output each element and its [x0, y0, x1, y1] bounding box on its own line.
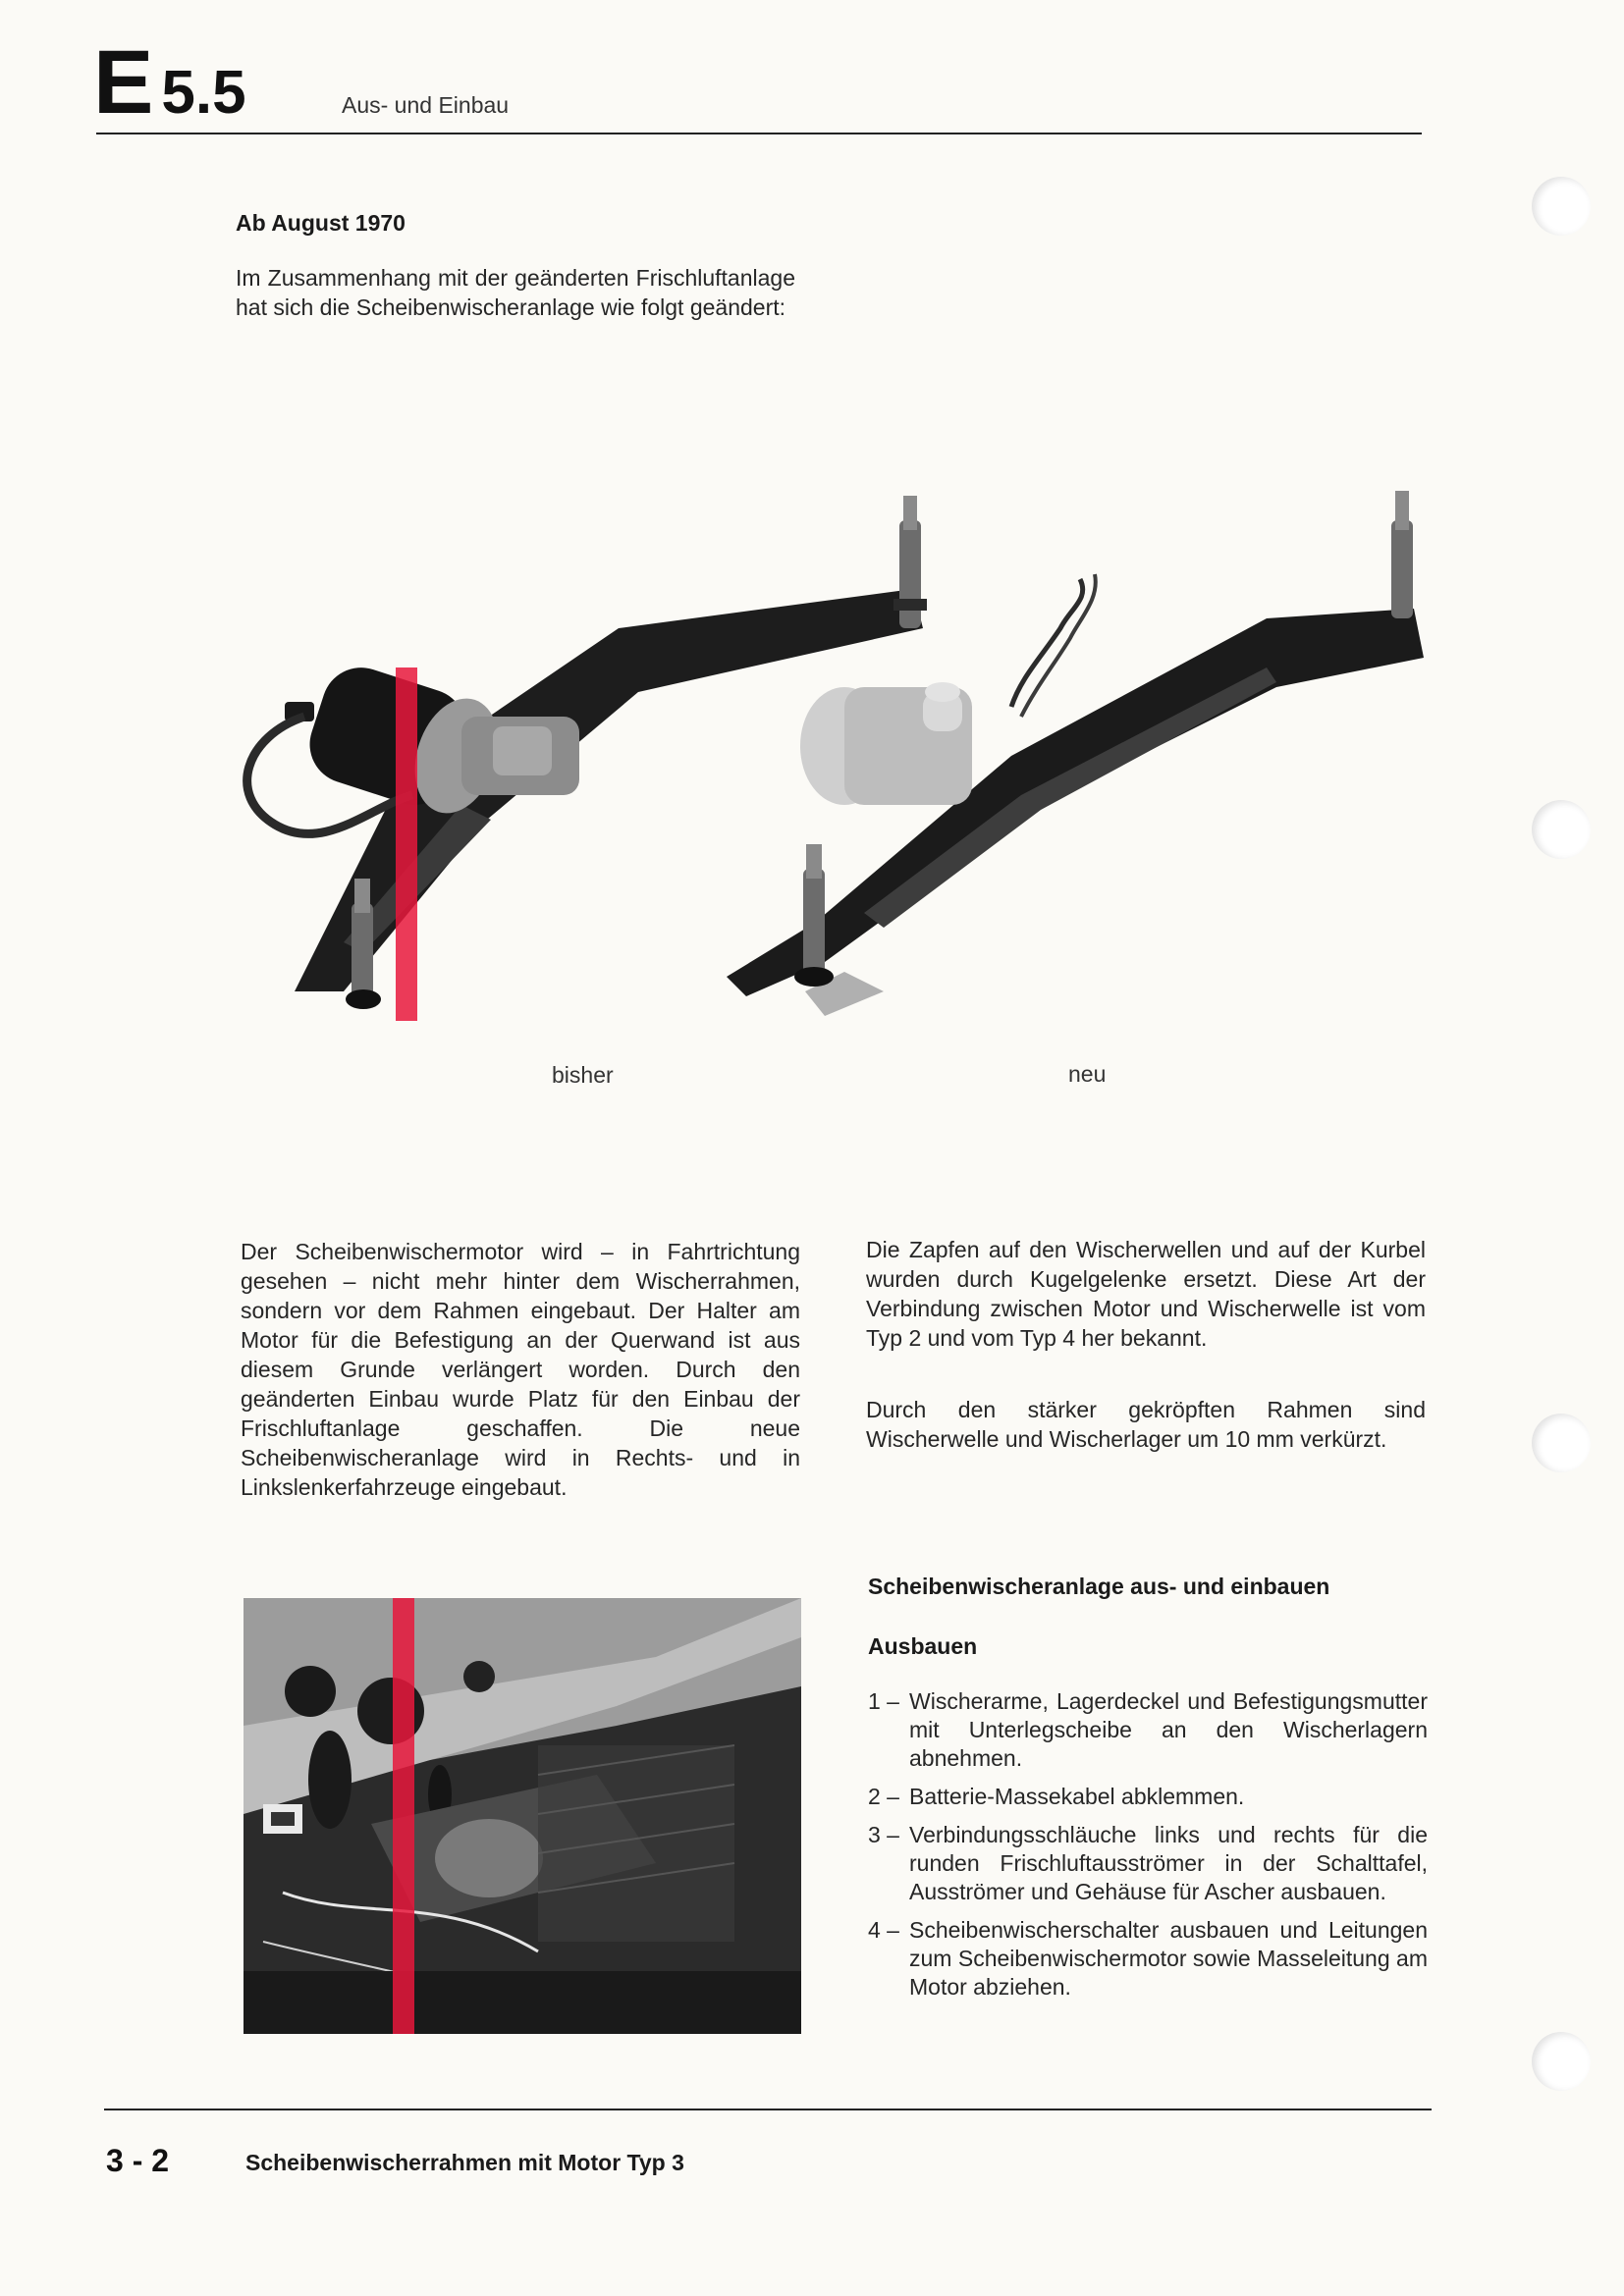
step-text: Batterie-Massekabel abklemmen. — [909, 1784, 1245, 1809]
step-number: 3 – — [868, 1822, 899, 1847]
section-heading: Scheibenwischeranlage aus- und einbauen — [868, 1574, 1330, 1599]
intro-heading: Ab August 1970 — [236, 210, 406, 236]
red-overlay-stripe — [396, 667, 417, 1021]
header-rule — [96, 133, 1422, 134]
frame-shortening-text: Durch den stärker gekröpften Rahmen sind Wischerwelle und Wischerlager um 10 mm verkürzt. — [866, 1397, 1426, 1452]
step-number: 4 – — [868, 1917, 899, 1943]
section-letter: E — [93, 32, 156, 133]
section-subheading: Ausbauen — [868, 1633, 978, 1659]
red-overlay-stripe-lower — [393, 1598, 414, 2034]
dashboard-photo — [244, 1598, 801, 2034]
list-item — [868, 1687, 1428, 1773]
step-number: 1 – — [868, 1688, 899, 1714]
caption-old: bisher — [552, 1062, 614, 1088]
punch-hole — [1532, 1414, 1591, 1472]
step-text: Scheibenwischerschalter ausbauen und Leitungen zum Scheibenwischermotor sowie Masseleitung am Motor abziehen. — [909, 1917, 1428, 2000]
motor-position-text: Der Scheibenwischermotor wird – in Fahrtrichtung gesehen – nicht mehr hinter dem Wischerrahmen, sondern vor dem Rahmen eingebaut. Der Halter am Motor für die Befestigung an der Querwand ist aus diesem Grunde verlängert worden. Durch den geänderten Einbau wurde Platz für den Einbau der Frischluftanlage geschaffen. Die neue Scheibenwischeranlage wird in Rechts- und in Linkslenkerfahrzeuge eingebaut. — [241, 1239, 800, 1500]
list-item — [868, 1916, 1428, 2002]
new-wiper-assembly — [727, 491, 1424, 1016]
punch-hole — [1532, 177, 1591, 236]
punch-hole — [1532, 2032, 1591, 2091]
header-subtitle: Aus- und Einbau — [342, 92, 510, 118]
list-item — [868, 1821, 1428, 1906]
section-code — [93, 32, 246, 133]
section-number: 5.5 — [161, 59, 246, 127]
caption-new: neu — [1068, 1061, 1107, 1087]
page-number: 3 - 2 — [106, 2143, 170, 2178]
removal-steps — [868, 1687, 1428, 2011]
step-number: 2 – — [868, 1784, 899, 1809]
footer-rule — [104, 2109, 1432, 2110]
list-item — [868, 1783, 1428, 1811]
punch-hole — [1532, 800, 1591, 859]
ball-joint-text: Die Zapfen auf den Wischerwellen und auf der Kurbel wurden durch Kugelgelenke ersetzt. Diese Art der Verbindung zwischen Motor und Wischerwelle ist vom Typ 2 und vom Typ 4 her bekannt. — [866, 1237, 1426, 1351]
step-text: Wischerarme, Lagerdeckel und Befestigungsmutter mit Unterlegscheibe an den Wischerlagern abnehmen. — [909, 1688, 1428, 1771]
step-text: Verbindungsschläuche links und rechts für die runden Frischluftausströmer in der Schalttafel, Ausströmer und Gehäuse für Ascher ausbauen. — [909, 1822, 1428, 1904]
footer-title: Scheibenwischerrahmen mit Motor Typ 3 — [245, 2150, 684, 2175]
intro-text: Im Zusammenhang mit der geänderten Frischluftanlage hat sich die Scheibenwischeranlage wie folgt geändert: — [236, 265, 795, 320]
